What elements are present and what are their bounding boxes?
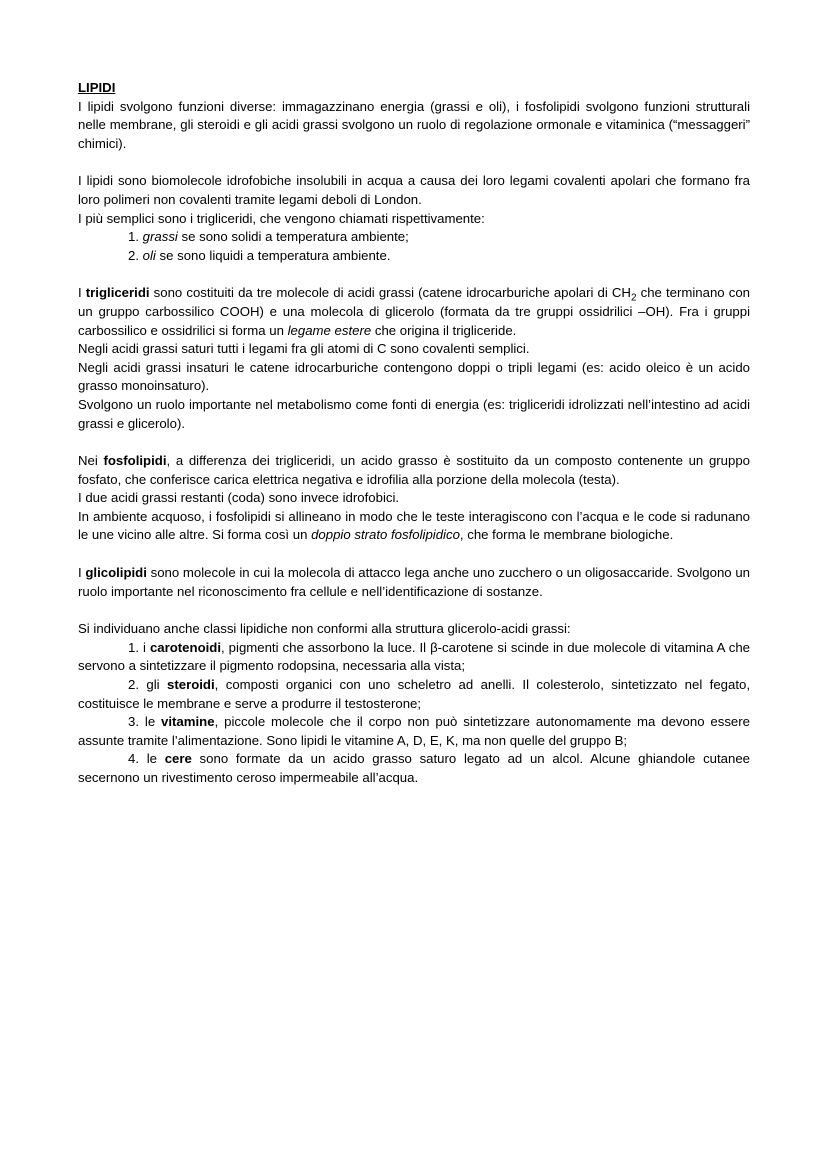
triglycerides-paragraph: I trigliceridi sono costituiti da tre molecole di acidi grassi (catene idrocarburiche apolari di $CH_2$ che terminano con un gruppo carbossilico COOH) e una molecola di glicerolo (formata da tre gruppi ossidrilici –OH). Fra i gruppi carbossilico e ossidrilici si forma un legame estere che origina il trigliceride. (78, 285, 751, 338)
list-item: 3. le vitamine, piccole molecole che il corpo non può sintetizzare autonomamente ma devono essere assunte tramite l’alimentazione. Sono lipidi le vitamine A, D, E, K, ma non quelle del gruppo B; (78, 714, 750, 748)
list-item: 1. i carotenoidi, pigmenti che assorbono la luce. Il β-carotene si scinde in due molecole di vitamina A che servono a sintetizzare il pigmento rodopsina, necessaria alla vista; (78, 639, 750, 674)
page-title: LIPIDI (78, 80, 116, 95)
triglycerides-intro: I più semplici sono i trigliceridi, che vengono chiamati rispettivamente: (78, 210, 485, 226)
list-item: 1. grassi se sono solidi a temperatura ambiente; (128, 229, 409, 245)
intro-paragraph: I lipidi svolgono funzioni diverse: immagazzinano energia (grassi e oli), i fosfolipidi svolgono funzioni strutturali nelle membrane, gli steroidi e gli acidi grassi svolgono un ruolo di regolazione ormonale e vitaminica (“messaggeri” chimici). (78, 98, 750, 151)
classes-paragraph: Si individuano anche classi lipidiche non conformi alla struttura glicerolo-acidi grassi: (78, 621, 571, 637)
glycolipids-paragraph: I glicolipidi sono molecole in cui la molecola di attacco lega anche uno zucchero o un oligosaccaride. Svolgono un ruolo importante nel riconoscimento fra cellule e nell’identificazione di sostanze. (78, 565, 751, 599)
list-item: 4. le cere sono formate da un acido grasso saturo legato ad un alcol. Alcune ghiandole cutanee secernono un rivestimento ceroso impermeabile all’acqua. (78, 751, 750, 785)
tail-paragraph: I due acidi grassi restanti (coda) sono invece idrofobici. (78, 490, 400, 506)
saturated-paragraph: Negli acidi grassi saturi tutti i legami fra gli atomi di C sono covalenti semplici. (78, 341, 530, 357)
unsaturated-paragraph: Negli acidi grassi insaturi le catene idrocarburiche contengono doppi o tripli legami (es: acido oleico è un acido grasso monoinsaturo). (78, 359, 750, 394)
bilayer-paragraph: In ambiente acquoso, i fosfolipidi si allineano in modo che le teste interagiscono con l’acqua e le code si radunano le une vicino alle altre. Si forma così un doppio strato fosfolipidico, che forma le membrane biologiche. (78, 508, 750, 543)
phospholipids-paragraph: Nei fosfolipidi, a differenza dei trigliceridi, un acido grasso è sostituito da un composto contenente un gruppo fosfato, che conferisce carica elettrica negativa e idrofilia alla porzione della molecola (testa). (78, 453, 751, 487)
list-item: 2. gli steroidi, composti organici con uno scheletro ad anelli. Il colesterolo, sintetizzato nel fegato, costituisce le membrane e serve a produrre il testosterone; (78, 677, 750, 711)
hydrophobic-paragraph: I lipidi sono biomolecole idrofobiche insolubili in acqua a causa dei loro legami covalenti apolari che formano fra loro polimeri non covalenti tramite legami deboli di London. (78, 173, 750, 207)
metabolism-paragraph: Svolgono un ruolo importante nel metabolismo come fonti di energia (es: trigliceridi idrolizzati nell’intestino ad acidi grassi e glicerolo). (78, 396, 750, 431)
list-item: 2. oli se sono liquidi a temperatura ambiente. (128, 247, 391, 263)
